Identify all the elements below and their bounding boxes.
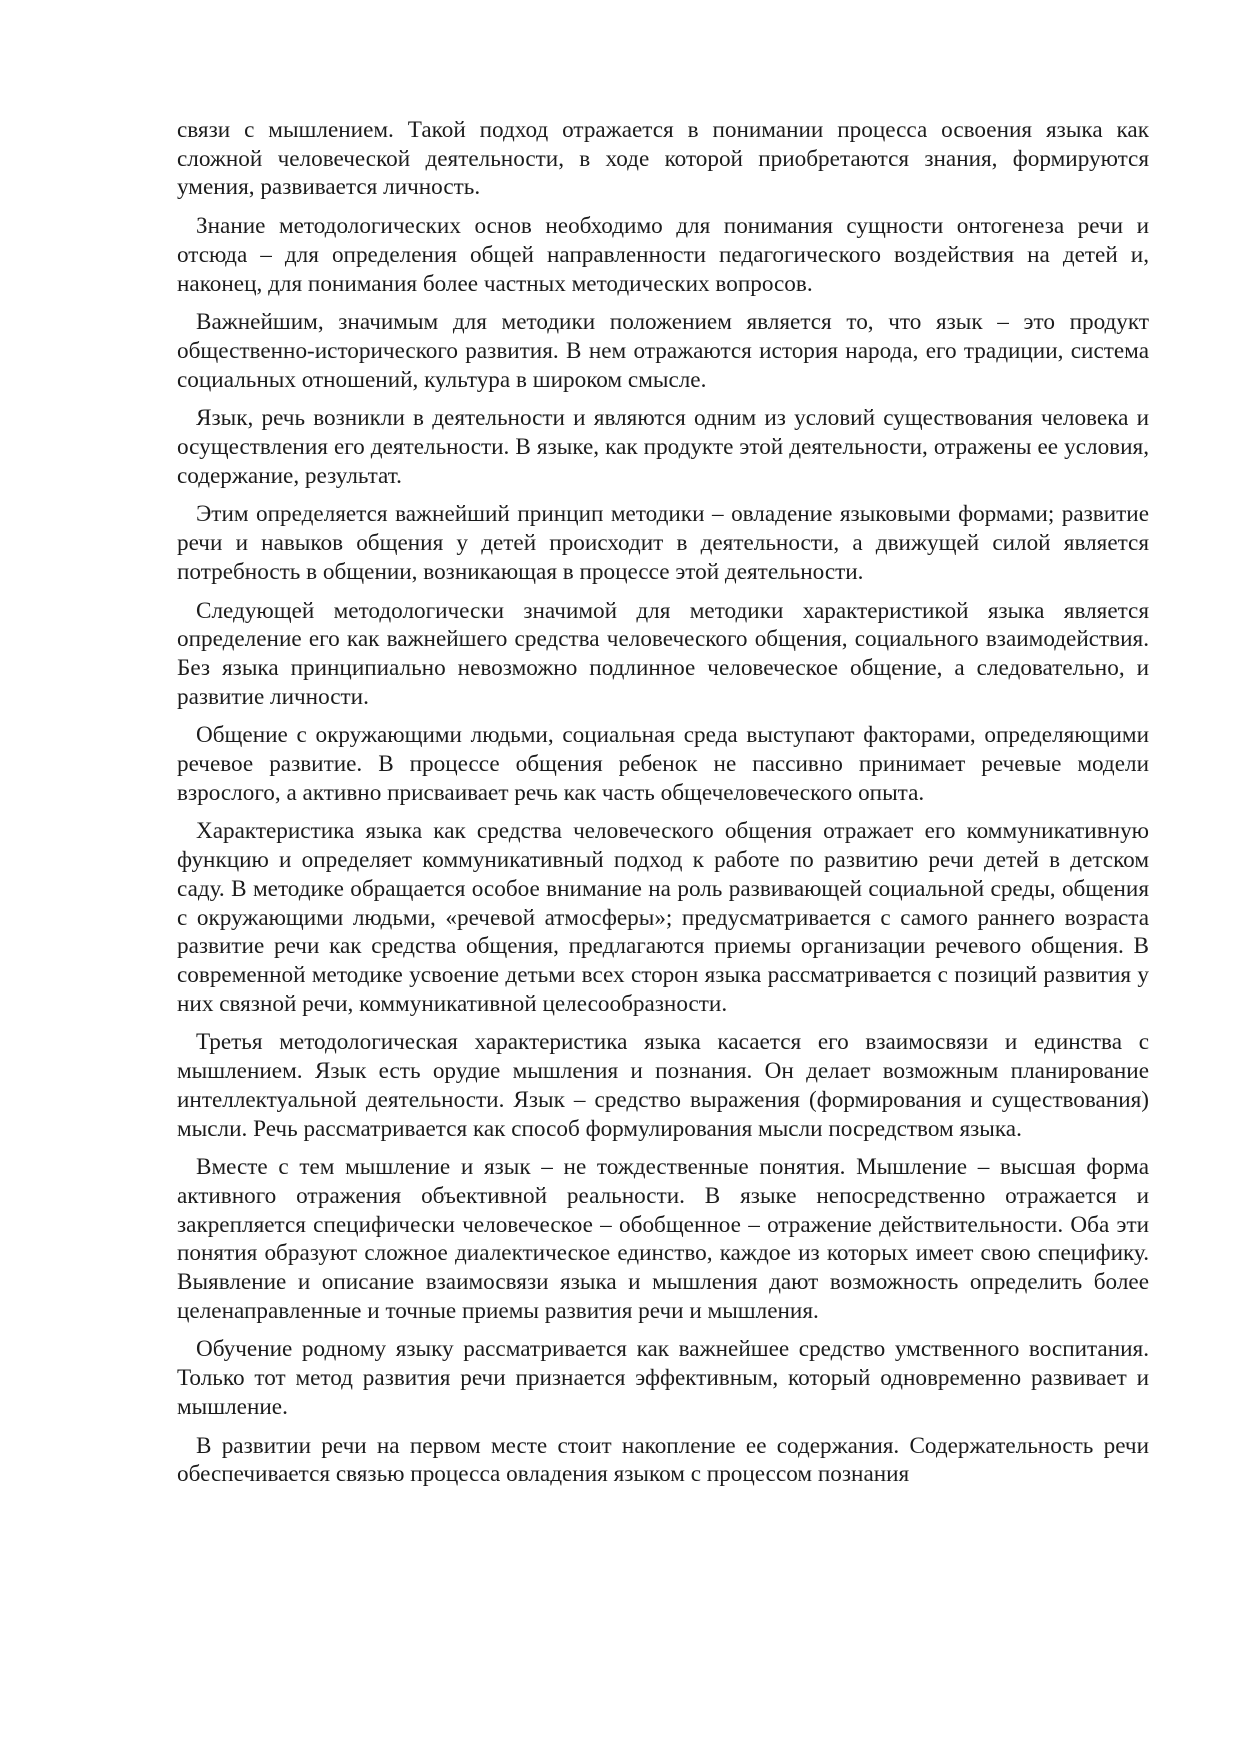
paragraph-3: Важнейшим, значимым для методики положением является то, что язык – это продукт общественно-исторического развития. В нем отражаются история народа, его традиции, система социальных отношений, культура в широком смысле. [177,309,1149,393]
paragraph-4: Язык, речь возникли в деятельности и являются одним из условий существования человека и осуществления его деятельности. В языке, как продукте этой деятельности, отражены ее условия, содержание, результат. [177,405,1149,489]
paragraph-8: Характеристика языка как средства человеческого общения отражает его коммуникативную функцию и определяет коммуникативный подход к работе по развитию речи детей в детском саду. В методике обращается особое внимание на роль развивающей социальной среды, общения с окружающими людьми, «речевой атмосферы»; предусматривается с самого раннего возраста развитие речи как средства общения, предлагаются приемы организации речевого общения. В современной методике усвоение детьми всех сторон языка рассматривается с позиций развития у них связной речи, коммуникативной целесообразности. [177,818,1149,1017]
paragraph-2: Знание методологических основ необходимо для понимания сущности онтогенеза речи и отсюда – для определения общей направленности педагогического воздействия на детей и, наконец, для понимания более частных методических вопросов. [177,213,1149,297]
paragraph-9: Третья методологическая характеристика языка касается его взаимосвязи и единства с мышлением. Язык есть орудие мышления и познания. Он делает возможным планирование интеллектуальной деятельности. Язык – средство выражения (формирования и существования) мысли. Речь рассматривается как способ формулирования мысли посредством языка. [177,1029,1149,1142]
paragraph-6: Следующей методологически значимой для методики характеристикой языка является определение его как важнейшего средства человеческого общения, социального взаимодействия. Без языка принципиально невозможно подлинное человеческое общение, а следовательно, и развитие личности. [177,597,1149,710]
paragraph-1: связи с мышлением. Такой подход отражается в понимании процесса освоения языка как сложной человеческой деятельности, в ходе которой приобретаются знания, формируются умения, развивается личность. [177,117,1149,201]
paragraph-11: Обучение родному языку рассматривается как важнейшее средство умственного воспитания. Только тот метод развития речи признается эффективным, который одновременно развивает и мышление. [177,1336,1149,1420]
paragraph-5: Этим определяется важнейший принцип методики – овладение языковыми формами; развитие речи и навыков общения у детей происходит в деятельности, а движущей силой является потребность в общении, возникающая в процессе этой деятельности. [177,501,1149,585]
paragraph-7: Общение с окружающими людьми, социальная среда выступают факторами, определяющими речевое развитие. В процессе общения ребенок не пассивно принимает речевые модели взрослого, а активно присваивает речь как часть общечеловеческого опыта. [177,722,1149,806]
paragraph-12: В развитии речи на первом месте стоит накопление ее содержания. Содержательность речи обеспечивается связью процесса овладения языком с процессом познания [177,1432,1149,1488]
paragraph-10: Вместе с тем мышление и язык – не тождественные понятия. Мышление – высшая форма активного отражения объективной реальности. В языке непосредственно отражается и закрепляется специфически человеческое – обобщенное – отражение действительности. Оба эти понятия образуют сложное диалектическое единство, каждое из которых имеет свою специфику. Выявление и описание взаимосвязи языка и мышления дают возможность определить более целенаправленные и точные приемы развития речи и мышления. [177,1154,1149,1324]
body-text [177,116,1149,1499]
